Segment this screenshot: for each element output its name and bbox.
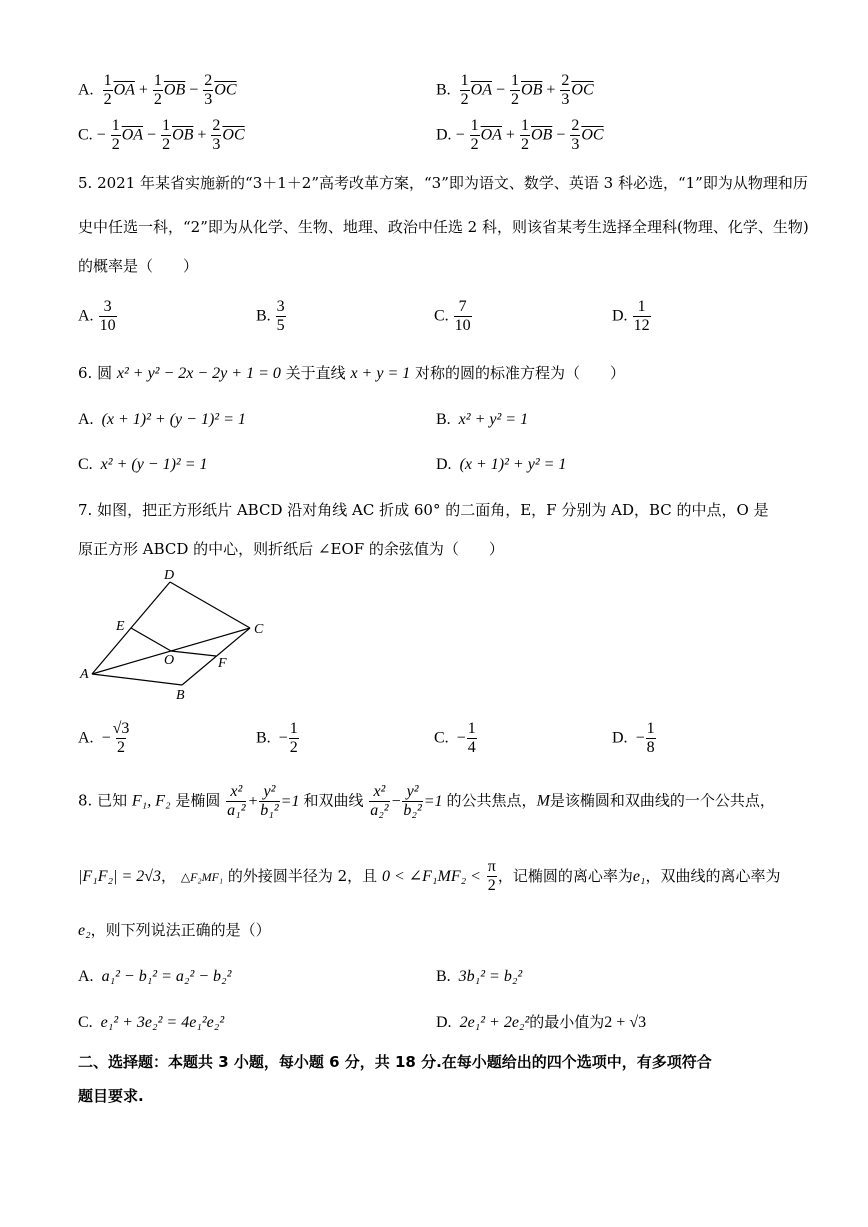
q5-option-a: A. $\frac{3}{10}$ <box>78 298 116 335</box>
vertex-b: B <box>176 688 185 703</box>
q8-option-c: C. e₁² + 3e₂² = 4e₁²e₂² <box>78 1014 225 1031</box>
q7-option-c: C. − $\frac{1}{4}$ <box>434 720 476 757</box>
q5-stem-line3: 的概率是（ ） <box>78 257 199 275</box>
vertex-c: C <box>254 622 264 637</box>
q6-option-c: C. x² + (y − 1)² = 1 <box>78 456 208 473</box>
q7-stem-line1: 7. 如图，把正方形纸片 ABCD 沿对角线 AC 折成 60° 的二面角，E，F 分别为 AD，BC 的中点，O 是 <box>78 501 769 519</box>
vertex-d: D <box>164 568 175 583</box>
q8-stem-line3: e₂，则下列说法正确的是（） <box>78 921 271 939</box>
point-f: F <box>218 656 227 671</box>
q5-stem-line1: 5. 2021 年某省实施新的“3＋1＋2”高考改革方案，“3”即为语文、数学、英语 3 科必选，“1”即为从物理和历 <box>78 174 808 192</box>
q6-stem: 6. 圆 x² + y² − 2x − 2y + 1 = 0 关于直线 x + y = 1 对称的圆的标准方程为（ ） <box>78 364 626 382</box>
edge-dc <box>170 582 250 628</box>
q6-option-d: D. (x + 1)² + y² = 1 <box>436 456 567 473</box>
q4-option-b: B. $\frac{1}{2}$ $\overline{OA}$ − $\frac{1}{2}$ $\overline{OB}$ + $\frac{2}{3}$ $\overline{OC}$ <box>436 72 594 109</box>
q5-option-b: B. $\frac{3}{5}$ <box>256 298 285 335</box>
q8-option-b: B. 3b₁² = b₂² <box>436 968 523 985</box>
q4-option-a: A. $\frac{1}{2}$ $\overline{OA}$ + $\frac{1}{2}$ $\overline{OB}$ − $\frac{2}{3}$ $\overline{OC}$ <box>78 72 237 109</box>
q5-option-c: C. $\frac{7}{10}$ <box>434 298 471 335</box>
q7-option-d: D. − $\frac{1}{8}$ <box>612 720 655 757</box>
q5-option-d: D. $\frac{1}{12}$ <box>612 298 650 335</box>
q4-option-c: C. − $\frac{1}{2}$ $\overline{OA}$ − $\frac{1}{2}$ $\overline{OB}$ + $\frac{2}{3}$ $\overline{OC}$ <box>78 117 245 154</box>
point-e: E <box>116 619 125 634</box>
point-o: O <box>164 653 175 668</box>
q8-stem-line1: 8. 已知 F₁, F₂ 是椭圆 $\frac{\text{x²}}{\text{a₁²}}$ + $\frac{\text{y²}}{\text{b₁²}}$ =1 和双曲线 $\frac{\text{x²}}{\text{a₂²}}$ − $\frac{\text{y²}}{\text{b₂²}}$ =1 的公共焦点，M是该椭圆和双曲线的一个公共点， <box>78 783 775 820</box>
q8-stem-line2: |F₁F₂| = 2√3， △F₂MF₁ 的外接圆半径为 2，且 0 < ∠F₁MF₂ < $\frac{\pi}{2}$ ，记椭圆的离心率为e₁，双曲线的离心率为 <box>78 858 781 895</box>
segment-eo <box>131 628 171 651</box>
q6-option-b: B. x² + y² = 1 <box>436 411 529 428</box>
option-label: A. <box>78 81 94 99</box>
circle-equation: x² + y² − 2x − 2y + 1 = 0 <box>116 365 281 382</box>
edge-bc <box>182 628 250 685</box>
line-equation: x + y = 1 <box>350 365 411 382</box>
ellipse-equation: $\frac{\text{x²}}{\text{a₁²}}$ + $\frac{\text{y²}}{\text{b₁²}}$ =1 <box>227 783 304 820</box>
segment-of <box>171 651 216 656</box>
hyperbola-equation: $\frac{\text{x²}}{\text{a₂²}}$ − $\frac{\text{y²}}{\text{b₂²}}$ =1 <box>370 783 447 820</box>
q7-option-a: A. − $\frac{√3}{2}$ <box>78 720 130 757</box>
q8-option-a: A. a₁² − b₁² = a₂² − b₂² <box>78 968 232 985</box>
edge-ab <box>92 674 182 685</box>
q7-figure <box>78 566 278 706</box>
section-heading-line1: 二、选择题：本题共 3 小题，每小题 6 分，共 18 分.在每小题给出的四个选项中，有多项符合 <box>78 1053 712 1071</box>
q5-stem-line2: 史中任选一科，“2”即为从化学、生物、地理、政治中任选 2 科，则该省某考生选择全理科(物理、化学、生物) <box>78 218 809 236</box>
q7-stem-line2: 原正方形 ABCD 的中心，则折纸后 ∠EOF 的余弦值为（ ） <box>78 540 504 558</box>
q8-option-d: D. 2e₁² + 2e₂²的最小值为2 + √3 <box>436 1013 647 1031</box>
vertex-a: A <box>80 667 89 682</box>
q7-option-b: B. − $\frac{1}{2}$ <box>256 720 298 757</box>
section-heading-line2: 题目要求. <box>78 1087 144 1105</box>
q4-option-d: D. − $\frac{1}{2}$ $\overline{OA}$ + $\frac{1}{2}$ $\overline{OB}$ − $\frac{2}{3}$ $\overline{OC}$ <box>436 117 604 154</box>
q6-option-a: A. (x + 1)² + (y − 1)² = 1 <box>78 411 246 428</box>
